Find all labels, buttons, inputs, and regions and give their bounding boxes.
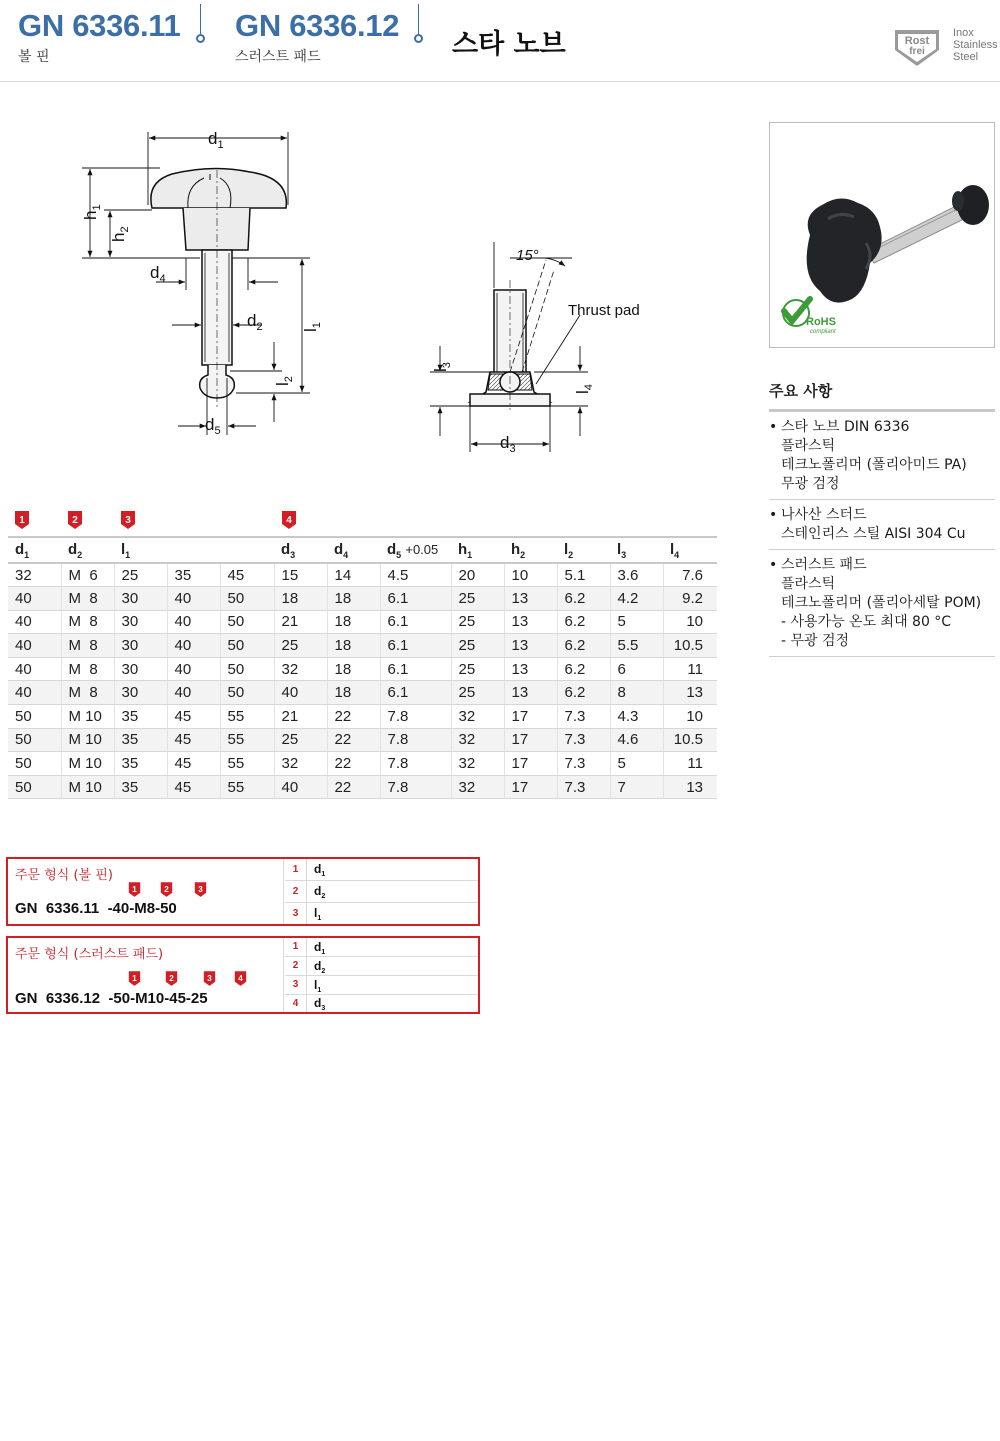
table-cell: 10 <box>504 563 557 587</box>
svg-text:1: 1 <box>132 884 137 894</box>
table-cell: M 8 <box>61 634 114 658</box>
table-cell: 6.1 <box>380 681 451 705</box>
table-cell: 6.2 <box>557 587 610 611</box>
table-cell: 40 <box>8 634 61 658</box>
feature-item <box>769 550 995 657</box>
marker-icon <box>281 510 297 530</box>
svg-text:15°: 15° <box>516 247 539 264</box>
table-cell: 13 <box>504 657 557 681</box>
ball-pin-drawing <box>151 168 286 410</box>
features-title: 주요 사항 <box>769 380 995 412</box>
col-header: $l_4$ <box>663 537 717 563</box>
svg-text:d4: $d_4$ <box>150 263 166 285</box>
table-cell: 5.5 <box>610 634 663 658</box>
table-cell: 7 <box>610 775 663 799</box>
table-row <box>8 563 717 587</box>
table-cell: 50 <box>220 610 274 634</box>
feature-item <box>769 412 995 500</box>
order-example-ball-pin <box>6 857 480 926</box>
table-row <box>8 657 717 681</box>
table-cell: 35 <box>167 563 220 587</box>
feature-line: - 무광 검정 <box>781 633 850 649</box>
table-cell: 4.5 <box>380 563 451 587</box>
svg-text:l1: $l_1$ <box>301 322 323 332</box>
table-cell: 5 <box>610 752 663 776</box>
table-cell: 25 <box>451 610 504 634</box>
order-legend-row: 3 $l_1$ <box>285 903 478 924</box>
table-cell: 25 <box>114 563 167 587</box>
table-cell: M 6 <box>61 563 114 587</box>
product-subtitle-thrust-pad: 스러스트 패드 <box>235 49 321 65</box>
marker-icon <box>67 510 83 530</box>
svg-text:4: 4 <box>238 973 243 983</box>
feature-line: 플라스틱 <box>781 576 836 592</box>
svg-text:d3: $d_3$ <box>500 433 516 455</box>
table-cell: 6.2 <box>557 657 610 681</box>
table-cell: 20 <box>451 563 504 587</box>
table-cell: 10 <box>663 610 717 634</box>
table-cell: 4.3 <box>610 705 663 729</box>
table-cell: M 8 <box>61 657 114 681</box>
feature-line: 스타 노브 DIN 6336 <box>781 419 910 435</box>
feature-line: - 사용가능 온도 최대 80 °C <box>781 614 952 630</box>
table-cell: 18 <box>327 610 380 634</box>
table-body <box>8 563 717 799</box>
table-cell: 4.2 <box>610 587 663 611</box>
table-cell: 5.1 <box>557 563 610 587</box>
thrust-pad-drawing <box>470 260 554 410</box>
table-cell: 7.8 <box>380 752 451 776</box>
order-code: GN 6336.11 -40-M8-50 <box>15 900 177 917</box>
order-example-title: 주문 형식 (스러스트 패드) <box>15 947 164 962</box>
col-header: $d_3$ <box>274 537 327 563</box>
col-header: $d_5 +0.05$ <box>380 537 451 563</box>
logo-mid-text: Rost <box>904 35 930 47</box>
table-cell: 35 <box>114 728 167 752</box>
col-header: $h_1$ <box>451 537 504 563</box>
col-header: $d_4$ <box>327 537 380 563</box>
table-cell: 25 <box>451 634 504 658</box>
table-cell: 3.6 <box>610 563 663 587</box>
table-cell: 55 <box>220 705 274 729</box>
table-cell: 7.3 <box>557 705 610 729</box>
column-markers <box>0 510 720 532</box>
marker-icon <box>165 970 178 987</box>
table-cell: 32 <box>451 728 504 752</box>
table-cell: 32 <box>451 752 504 776</box>
table-cell: 7.3 <box>557 775 610 799</box>
table-cell: 6.2 <box>557 681 610 705</box>
table-cell: 40 <box>274 775 327 799</box>
table-cell: 10.5 <box>663 634 717 658</box>
table-cell: 55 <box>220 775 274 799</box>
marker-icon <box>128 881 141 898</box>
svg-text:4: 4 <box>286 515 292 526</box>
order-legend-row: 4 $d_3$ <box>285 995 478 1012</box>
table-cell: 11 <box>663 657 717 681</box>
technical-drawing <box>60 110 710 470</box>
table-cell: 17 <box>504 705 557 729</box>
order-legend-row: 2 $d_2$ <box>285 957 478 976</box>
order-legend <box>285 938 478 1012</box>
svg-text:3: 3 <box>207 973 212 983</box>
table-cell: 5 <box>610 610 663 634</box>
svg-text:2: 2 <box>169 973 174 983</box>
table-row <box>8 775 717 799</box>
dimension-table <box>8 536 717 799</box>
table-cell: 8 <box>610 681 663 705</box>
table-cell: 17 <box>504 775 557 799</box>
table-cell: 17 <box>504 752 557 776</box>
table-cell: 21 <box>274 610 327 634</box>
table-cell: 6.1 <box>380 587 451 611</box>
table-cell: M 8 <box>61 681 114 705</box>
product-subtitle-ball-pin: 볼 핀 <box>18 49 50 65</box>
table-cell: M 10 <box>61 752 114 776</box>
table-cell: 45 <box>167 728 220 752</box>
table-cell: 10.5 <box>663 728 717 752</box>
thrust-pad-labels <box>431 247 640 455</box>
table-cell: 7.8 <box>380 775 451 799</box>
table-cell: 35 <box>114 752 167 776</box>
svg-text:l2: $l_2$ <box>273 376 295 386</box>
table-cell: 40 <box>8 681 61 705</box>
table-row <box>8 752 717 776</box>
feature-line: 무광 검정 <box>781 476 840 492</box>
table-cell: 50 <box>220 681 274 705</box>
table-cell: 7.6 <box>663 563 717 587</box>
svg-text:d5: $d_5$ <box>205 415 221 437</box>
table-cell: 32 <box>274 752 327 776</box>
col-header: $h_2$ <box>504 537 557 563</box>
rohs-badge-icon <box>783 299 836 335</box>
product-code-ball-pin: GN 6336.11 <box>18 8 181 43</box>
bullet: • <box>769 419 778 435</box>
order-legend-row: 1 $d_1$ <box>285 938 478 957</box>
table-cell: 32 <box>451 775 504 799</box>
table-cell: 50 <box>8 705 61 729</box>
order-code: GN 6336.12 -50-M10-45-25 <box>15 990 208 1007</box>
table-cell: 50 <box>220 587 274 611</box>
table-cell: 45 <box>167 752 220 776</box>
table-row <box>8 587 717 611</box>
table-cell: 15 <box>274 563 327 587</box>
marker-icon <box>128 970 141 987</box>
table-cell: 30 <box>114 634 167 658</box>
table-cell: 7.8 <box>380 728 451 752</box>
table-cell: 50 <box>8 728 61 752</box>
table-cell: 50 <box>220 634 274 658</box>
header-separator <box>413 4 425 44</box>
table-cell: 32 <box>451 705 504 729</box>
svg-text:Thrust pad: Thrust pad <box>568 302 640 319</box>
table-cell: 45 <box>167 705 220 729</box>
marker-icon <box>203 970 216 987</box>
order-example-left <box>8 859 284 924</box>
feature-item <box>769 500 995 550</box>
table-cell: 6.2 <box>557 634 610 658</box>
table-cell: 25 <box>274 728 327 752</box>
table-row <box>8 681 717 705</box>
col-header: $d_2$ <box>61 537 114 563</box>
table-header-row <box>8 537 717 563</box>
svg-text:d1: $d_1$ <box>208 129 224 151</box>
col-header: $d_1$ <box>8 537 61 563</box>
table-cell: 13 <box>504 634 557 658</box>
order-legend-row: 2 $d_2$ <box>285 881 478 903</box>
marker-icon <box>14 510 30 530</box>
table-cell: 6.1 <box>380 634 451 658</box>
order-legend-row: 1 $d_1$ <box>285 859 478 881</box>
bullet: • <box>769 557 778 573</box>
page-header <box>0 0 1000 82</box>
rostfrei-logo-icon <box>893 26 943 68</box>
table-row <box>8 634 717 658</box>
table-cell: 18 <box>274 587 327 611</box>
rohs-label: RoHS <box>806 316 836 328</box>
table-cell: 11 <box>663 752 717 776</box>
bullet: • <box>769 507 778 523</box>
table-cell: 7.8 <box>380 705 451 729</box>
table-cell: M 10 <box>61 775 114 799</box>
table-cell: 40 <box>167 610 220 634</box>
feature-line: 스테인리스 스틸 AISI 304 Cu <box>781 526 966 542</box>
col-header: $l_1$ <box>114 537 274 563</box>
header-separator <box>195 4 207 44</box>
table-cell: M 8 <box>61 587 114 611</box>
feature-line: 스러스트 패드 <box>781 557 867 573</box>
svg-text:l4: $l_4$ <box>573 384 595 394</box>
feature-line: 플라스틱 <box>781 438 836 454</box>
table-row <box>8 728 717 752</box>
table-cell: 18 <box>327 681 380 705</box>
table-cell: 50 <box>8 775 61 799</box>
logo-caption-line: Steel <box>953 51 979 63</box>
svg-text:1: 1 <box>19 515 25 526</box>
table-cell: 32 <box>274 657 327 681</box>
table-cell: 25 <box>451 681 504 705</box>
table-cell: 40 <box>8 657 61 681</box>
table-cell: 30 <box>114 587 167 611</box>
table-cell: 13 <box>663 681 717 705</box>
order-example-left <box>8 938 284 1012</box>
table-cell: 17 <box>504 728 557 752</box>
logo-caption <box>953 27 998 63</box>
table-cell: 25 <box>274 634 327 658</box>
feature-line: 나사산 스터드 <box>781 507 867 523</box>
table-cell: 25 <box>451 657 504 681</box>
svg-text:h2: $h_2$ <box>109 226 131 242</box>
table-cell: 9.2 <box>663 587 717 611</box>
table-cell: 18 <box>327 587 380 611</box>
logo-mid-text: frei <box>909 46 925 57</box>
table-cell: 6.1 <box>380 657 451 681</box>
marker-icon <box>120 510 136 530</box>
table-cell: 4.6 <box>610 728 663 752</box>
svg-text:2: 2 <box>164 884 169 894</box>
table-cell: 40 <box>274 681 327 705</box>
table-cell: 22 <box>327 705 380 729</box>
table-row <box>8 705 717 729</box>
table-cell: 6.2 <box>557 610 610 634</box>
marker-icon <box>194 881 207 898</box>
table-cell: 50 <box>220 657 274 681</box>
table-cell: 55 <box>220 752 274 776</box>
table-cell: 40 <box>8 610 61 634</box>
order-example-thrust-pad <box>6 936 480 1014</box>
svg-text:3: 3 <box>198 884 203 894</box>
feature-line: 테크노폴리머 (폴리아미드 PA) <box>781 457 967 473</box>
table-cell: 18 <box>327 657 380 681</box>
table-cell: 40 <box>167 681 220 705</box>
rohs-sub-label: compliant <box>810 329 836 335</box>
table-cell: 50 <box>8 752 61 776</box>
table-cell: 32 <box>8 563 61 587</box>
svg-text:l3: $l_3$ <box>431 362 453 372</box>
order-legend <box>285 859 478 924</box>
table-cell: 14 <box>327 563 380 587</box>
table-cell: 55 <box>220 728 274 752</box>
table-cell: 13 <box>663 775 717 799</box>
table-cell: 6.1 <box>380 610 451 634</box>
table-cell: 13 <box>504 587 557 611</box>
table-cell: 21 <box>274 705 327 729</box>
table-cell: 13 <box>504 610 557 634</box>
marker-icon <box>234 970 247 987</box>
table-cell: 7.3 <box>557 728 610 752</box>
table-cell: 22 <box>327 728 380 752</box>
table-cell: 40 <box>8 587 61 611</box>
svg-text:d2: $d_2$ <box>247 311 263 333</box>
table-cell: 30 <box>114 657 167 681</box>
order-example-title: 주문 형식 (볼 핀) <box>15 868 113 883</box>
marker-icon <box>160 881 173 898</box>
table-cell: M 8 <box>61 610 114 634</box>
table-cell: 40 <box>167 587 220 611</box>
svg-text:h1: $h_1$ <box>81 204 103 220</box>
logo-caption-line: Inox <box>953 27 974 39</box>
table-cell: 40 <box>167 634 220 658</box>
logo-top-text: EDELSTAHL <box>905 26 929 31</box>
table-cell: 35 <box>114 705 167 729</box>
svg-text:2: 2 <box>72 515 78 526</box>
features-panel <box>769 380 995 657</box>
table-cell: 30 <box>114 681 167 705</box>
table-cell: 22 <box>327 752 380 776</box>
svg-text:1: 1 <box>132 973 137 983</box>
table-cell: 35 <box>114 775 167 799</box>
table-cell: M 10 <box>61 728 114 752</box>
order-legend-row: 3 $l_1$ <box>285 976 478 995</box>
col-header: $l_2$ <box>557 537 610 563</box>
table-cell: 30 <box>114 610 167 634</box>
table-cell: 10 <box>663 705 717 729</box>
table-cell: 40 <box>167 657 220 681</box>
table-row <box>8 610 717 634</box>
product-photo <box>769 122 995 348</box>
table-cell: 25 <box>451 587 504 611</box>
star-knob-image <box>770 123 994 347</box>
table-cell: 45 <box>167 775 220 799</box>
logo-caption-line: Stainless <box>953 39 998 51</box>
table-cell: 6 <box>610 657 663 681</box>
product-code-thrust-pad: GN 6336.12 <box>235 8 400 43</box>
svg-text:3: 3 <box>125 515 131 526</box>
page-title: 스타 노브 <box>452 29 566 60</box>
table-cell: 7.3 <box>557 752 610 776</box>
table-cell: 13 <box>504 681 557 705</box>
table-cell: M 10 <box>61 705 114 729</box>
table-cell: 45 <box>220 563 274 587</box>
table-cell: 22 <box>327 775 380 799</box>
table-cell: 18 <box>327 634 380 658</box>
col-header: $l_3$ <box>610 537 663 563</box>
feature-line: 테크노폴리머 (폴리아세탈 POM) <box>781 595 982 611</box>
